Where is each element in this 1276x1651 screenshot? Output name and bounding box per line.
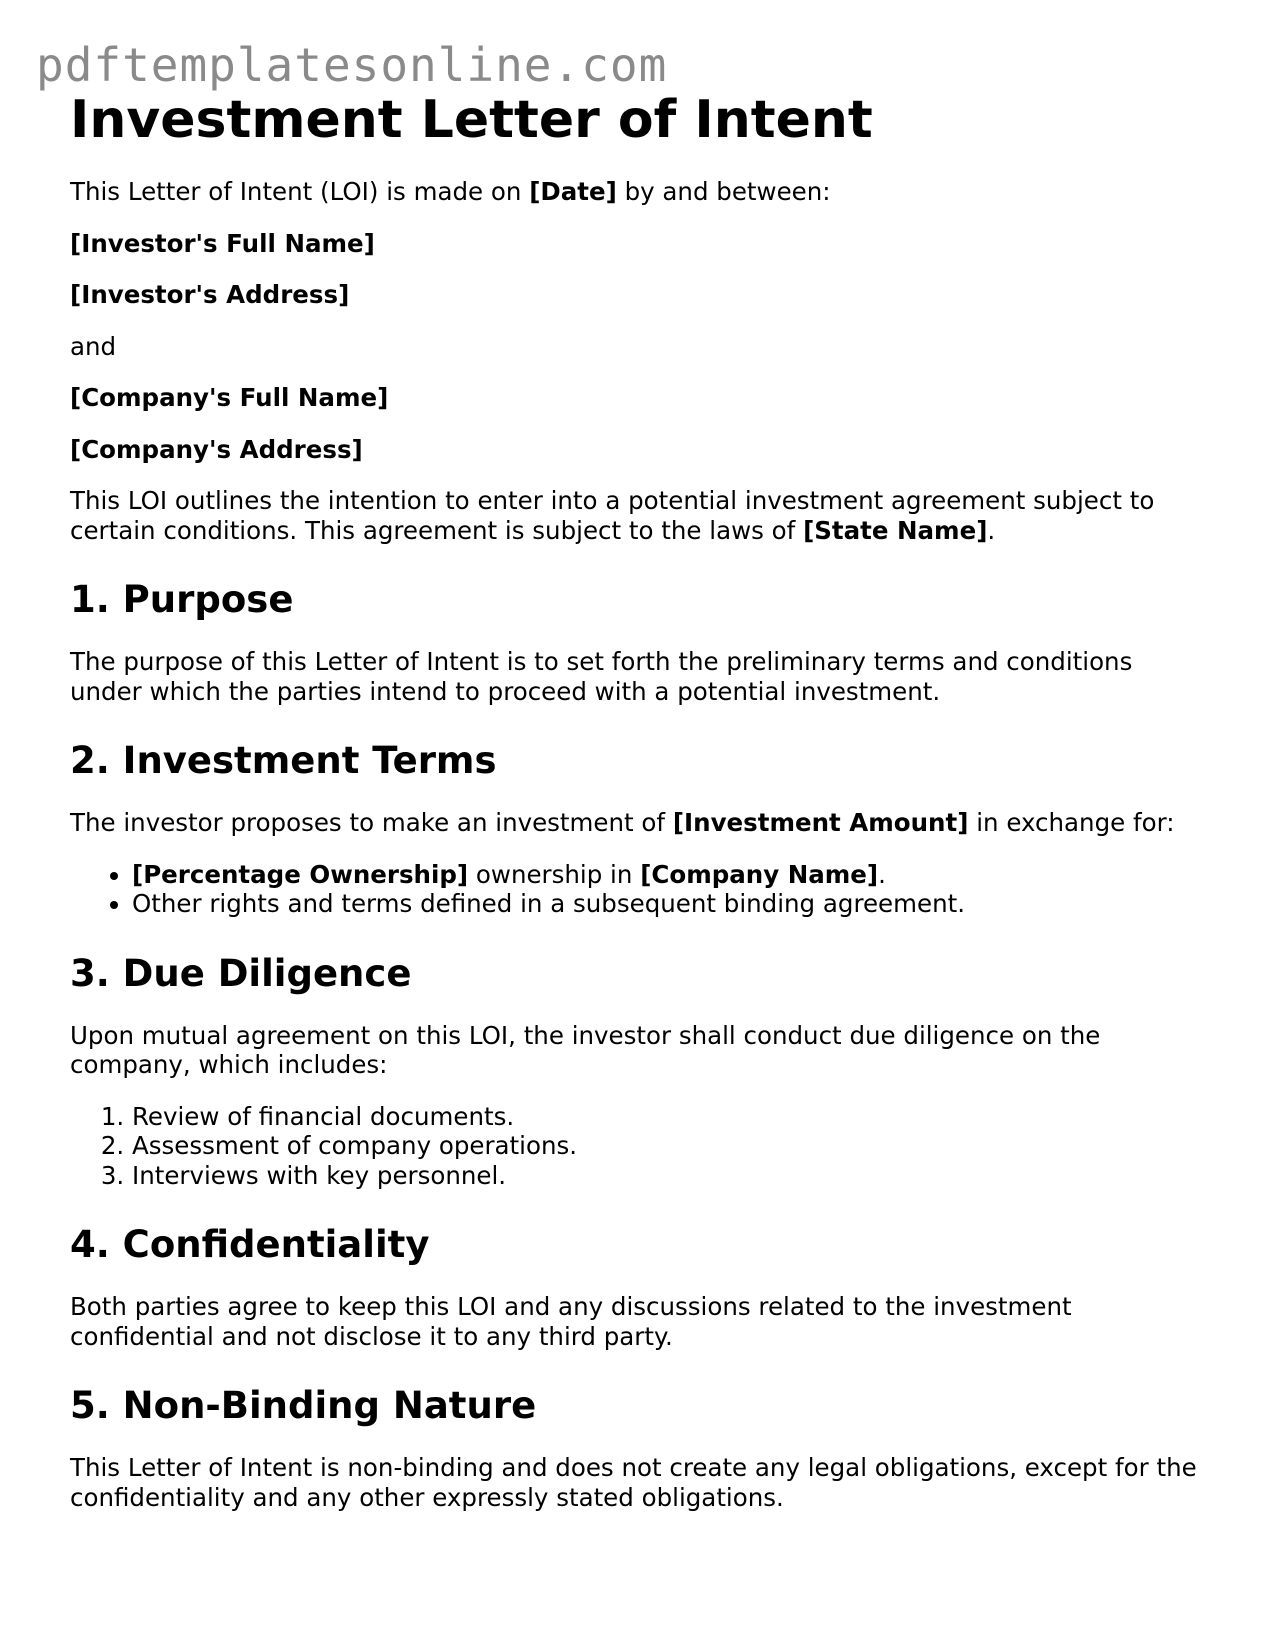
terms-text-end: in exchange for: — [968, 808, 1175, 837]
non-binding-paragraph: This Letter of Intent is non-binding and does not create any legal obligations, except for the confidentiality and any other expressly stated obligations. — [70, 1453, 1197, 1512]
diligence-numbered-list — [70, 1102, 1210, 1191]
outline-text-end: . — [987, 515, 996, 545]
list-item — [132, 860, 1210, 890]
bullet-text: ownership in — [468, 859, 641, 889]
document-body — [70, 86, 1210, 1512]
intro-paragraph — [70, 177, 1210, 207]
list-item: • Other rights and terms defined in a subsequent binding agreement. — [132, 889, 1210, 919]
percentage-placeholder: [Percentage Ownership] — [132, 859, 469, 889]
intro-text-end: by and between: — [616, 177, 831, 206]
terms-text: The investor proposes to make an investment of — [70, 808, 673, 837]
date-placeholder: [Date] — [529, 177, 617, 206]
company-name-placeholder: [Company's Full Name] — [70, 383, 389, 412]
bullet-text-end: . — [878, 859, 886, 889]
list-item: 1. Review of financial documents. — [132, 1102, 1210, 1132]
section-heading-confidentiality: 4. Confidentiality — [70, 1223, 430, 1266]
section-heading-purpose: 1. Purpose — [70, 578, 294, 621]
outline-paragraph — [70, 486, 1210, 545]
list-item: 2. Assessment of company operations. — [132, 1131, 1210, 1161]
document-title: Investment Letter of Intent — [70, 90, 873, 150]
investor-name-placeholder: [Investor's Full Name] — [70, 228, 375, 258]
list-item: 3. Interviews with key personnel. — [132, 1161, 1210, 1191]
state-placeholder: [State Name] — [803, 515, 988, 545]
purpose-paragraph: The purpose of this Letter of Intent is to set forth the preliminary terms and conditions under which the parties intend to proceed with a potential investment. — [70, 647, 1133, 706]
and-text: and — [70, 331, 117, 361]
investment-amount-placeholder: [Investment Amount] — [672, 808, 969, 837]
watermark: pdftemplatesonline.com — [36, 38, 668, 92]
intro-text: This Letter of Intent (LOI) is made on — [70, 177, 530, 206]
company-address-placeholder: [Company's Address] — [70, 434, 363, 464]
investor-address-placeholder: [Investor's Address] — [70, 280, 350, 309]
outline-text: This LOI outlines the intention to enter into a potential investment agreement subject to certain conditions. This agreement is subject to the laws of — [70, 486, 1155, 545]
confidentiality-paragraph: Both parties agree to keep this LOI and any discussions related to the investment confidential and not disclose it to any third party. — [70, 1292, 1072, 1351]
section-heading-due-diligence: 3. Due Diligence — [70, 951, 412, 995]
diligence-paragraph: Upon mutual agreement on this LOI, the investor shall conduct due diligence on the company, which includes: — [70, 1020, 1101, 1079]
terms-paragraph — [70, 808, 1210, 838]
section-heading-non-binding: 5. Non-Binding Nature — [70, 1384, 537, 1427]
terms-bullet-list — [70, 860, 1210, 919]
section-heading-investment-terms: 2. Investment Terms — [70, 739, 497, 782]
company-placeholder: [Company Name] — [640, 859, 879, 889]
